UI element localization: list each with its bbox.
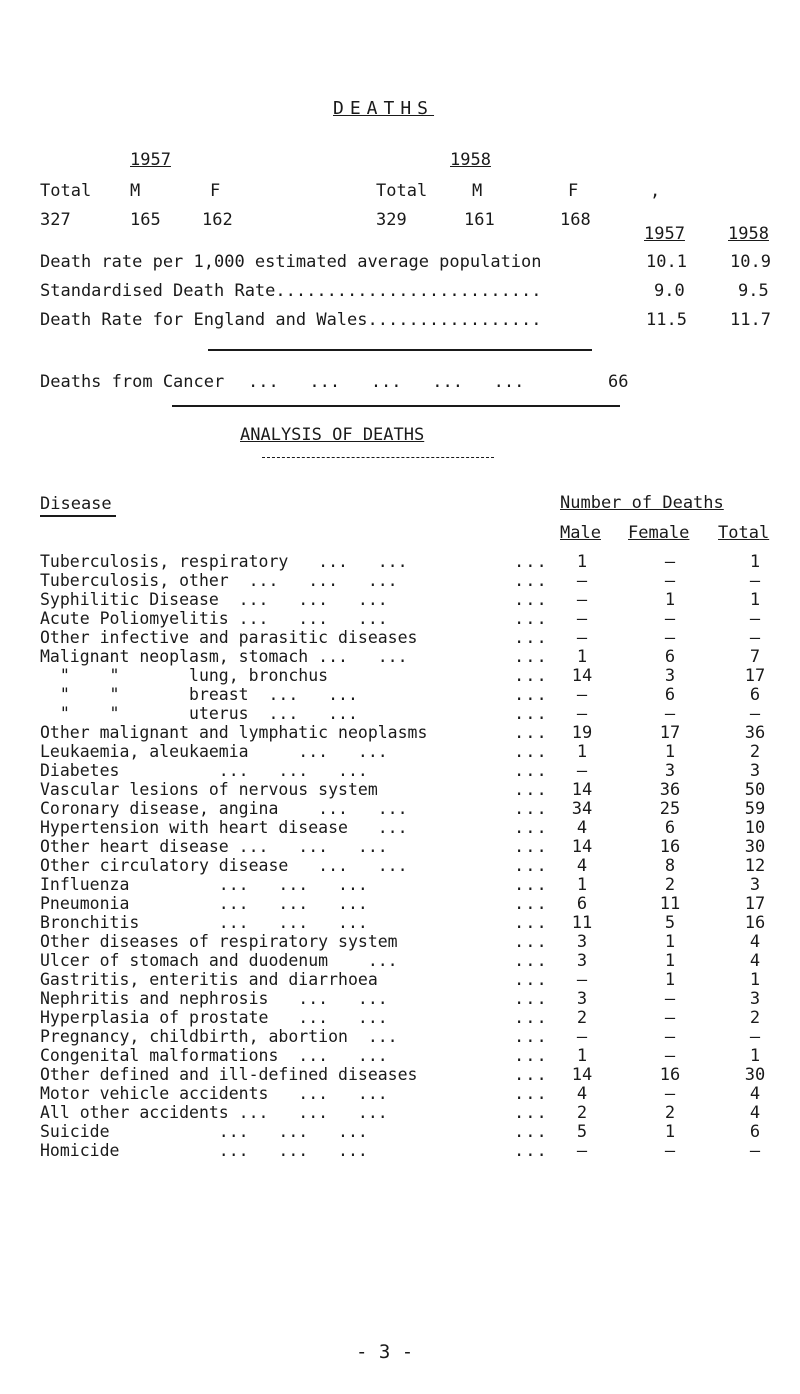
female-cell: 1 [664, 742, 676, 762]
table-row [0, 649, 800, 667]
leader-dots: ... [514, 780, 548, 800]
total-cell: 6 [749, 1122, 761, 1142]
rates-col-1957: 1957 [644, 224, 685, 244]
table-row [0, 1067, 800, 1085]
f-1958-value: 168 [560, 210, 591, 230]
f-1957-header: F [210, 181, 221, 201]
female-cell: – [664, 1084, 676, 1104]
total-cell: 3 [749, 875, 761, 895]
male-cell: 2 [576, 1103, 588, 1123]
leader-dots: ... [514, 761, 548, 781]
disease-cell: Tuberculosis, other ... ... ... [40, 571, 398, 590]
female-cell: – [664, 1027, 676, 1047]
table-row [0, 915, 800, 933]
leader-dots: ... [514, 647, 548, 667]
m-1958-value: 161 [464, 210, 495, 230]
disease-cell: Hyperplasia of prostate ... ... [40, 1008, 388, 1027]
table-row [0, 953, 800, 971]
disease-cell: Pregnancy, childbirth, abortion ... [40, 1027, 398, 1046]
disease-cell: Homicide ... ... ... [40, 1141, 368, 1160]
male-cell: – [576, 1141, 588, 1161]
leader-dots: ... [514, 1084, 548, 1104]
male-cell: 1 [576, 742, 588, 762]
disease-cell: Other heart disease ... ... ... [40, 837, 388, 856]
female-cell: 1 [664, 970, 676, 990]
leader-dots: ... [514, 1065, 548, 1085]
female-cell: – [664, 1046, 676, 1066]
disease-cell: Pneumonia ... ... ... [40, 894, 368, 913]
male-cell: – [576, 628, 588, 648]
total-cell: – [749, 1027, 761, 1047]
disease-cell: " " uterus ... ... [40, 704, 358, 723]
leader-dots: ... [514, 571, 548, 591]
table-row [0, 1143, 800, 1161]
disease-cell: Ulcer of stomach and duodenum ... [40, 951, 398, 970]
total-cell: 1 [749, 1046, 761, 1066]
disease-cell: Influenza ... ... ... [40, 875, 368, 894]
female-cell: 6 [664, 647, 676, 667]
table-row [0, 1010, 800, 1028]
female-cell: 36 [659, 780, 681, 800]
total-cell: 2 [749, 742, 761, 762]
table-row [0, 896, 800, 914]
total-cell: – [749, 628, 761, 648]
f-1957-value: 162 [202, 210, 233, 230]
male-cell: – [576, 1027, 588, 1047]
total-header: Total [718, 523, 770, 543]
total-cell: 3 [749, 761, 761, 781]
rate-row-label: Death rate per 1,000 estimated average population [40, 252, 542, 272]
table-row [0, 858, 800, 876]
male-cell: 34 [571, 799, 593, 819]
total-1957-value: 327 [40, 210, 71, 230]
table-row [0, 934, 800, 952]
rate-row-1958: 11.7 [730, 310, 771, 330]
total-cell: 50 [744, 780, 766, 800]
rate-row-label: Standardised Death Rate.......................... [40, 281, 542, 301]
total-cell: 1 [749, 590, 761, 610]
leader-dots: ... [514, 989, 548, 1009]
male-cell: – [576, 761, 588, 781]
table-row [0, 782, 800, 800]
male-cell: 14 [571, 837, 593, 857]
male-header: Male [560, 523, 601, 543]
disease-cell: " " lung, bronchus [40, 666, 329, 685]
leader-dots: ... [514, 837, 548, 857]
f-1958-header: F [568, 181, 579, 201]
total-cell: – [749, 571, 761, 591]
leader-dots: ... [514, 628, 548, 648]
divider-rule [172, 405, 620, 407]
disease-cell: All other accidents ... ... ... [40, 1103, 388, 1122]
total-1958-value: 329 [376, 210, 407, 230]
male-cell: 3 [576, 932, 588, 952]
table-row [0, 1048, 800, 1066]
total-cell: 4 [749, 932, 761, 952]
male-cell: 2 [576, 1008, 588, 1028]
female-cell: – [664, 1008, 676, 1028]
leader-dots: ... [514, 552, 548, 572]
female-cell: 16 [659, 1065, 681, 1085]
leader-dots: ... [514, 704, 548, 724]
male-cell: 1 [576, 1046, 588, 1066]
total-cell: – [749, 609, 761, 629]
cancer-value: 66 [608, 372, 629, 392]
leader-dots: ... [514, 685, 548, 705]
female-cell: – [664, 704, 676, 724]
leader-dots: ... [514, 1122, 548, 1142]
disease-cell: Hypertension with heart disease ... [40, 818, 408, 837]
female-header: Female [628, 523, 690, 543]
female-cell: – [664, 571, 676, 591]
female-cell: 3 [664, 761, 676, 781]
total-cell: – [749, 1141, 761, 1161]
rate-row-1958: 10.9 [730, 252, 771, 272]
disease-cell: " " breast ... ... [40, 685, 358, 704]
total-cell: 30 [744, 1065, 766, 1085]
male-cell: 5 [576, 1122, 588, 1142]
disease-header-underline [40, 515, 116, 517]
male-cell: 1 [576, 552, 588, 572]
male-cell: 4 [576, 1084, 588, 1104]
male-cell: 6 [576, 894, 588, 914]
table-row [0, 573, 800, 591]
female-cell: 25 [659, 799, 681, 819]
leader-dots: ... [514, 856, 548, 876]
female-cell: 1 [664, 590, 676, 610]
total-1958-header: Total [376, 181, 428, 201]
disease-cell: Nephritis and nephrosis ... ... [40, 989, 388, 1008]
table-row [0, 592, 800, 610]
table-row [0, 972, 800, 990]
disease-cell: Other infective and parasitic diseases [40, 628, 418, 647]
table-row [0, 687, 800, 705]
leader-dots: ... [514, 742, 548, 762]
female-cell: 2 [664, 875, 676, 895]
female-cell: 6 [664, 685, 676, 705]
total-cell: 36 [744, 723, 766, 743]
leader-dots: ... [514, 609, 548, 629]
male-cell: 19 [571, 723, 593, 743]
male-cell: 14 [571, 780, 593, 800]
leader-dots: ... [514, 723, 548, 743]
female-cell: – [664, 989, 676, 1009]
table-row [0, 1029, 800, 1047]
male-cell: – [576, 970, 588, 990]
female-cell: 3 [664, 666, 676, 686]
male-cell: 11 [571, 913, 593, 933]
disease-cell: Other diseases of respiratory system [40, 932, 398, 951]
total-cell: 30 [744, 837, 766, 857]
leader-dots: ... [514, 590, 548, 610]
table-row [0, 839, 800, 857]
analysis-title-dashes [262, 457, 494, 458]
disease-cell: Congenital malformations ... ... [40, 1046, 388, 1065]
disease-cell: Tuberculosis, respiratory ... ... [40, 552, 408, 571]
female-cell: 16 [659, 837, 681, 857]
male-cell: 14 [571, 1065, 593, 1085]
disease-cell: Diabetes ... ... ... [40, 761, 368, 780]
leader-dots: ... [514, 951, 548, 971]
table-row [0, 991, 800, 1009]
table-row [0, 877, 800, 895]
year-1957-label: 1957 [130, 150, 171, 170]
total-cell: 16 [744, 913, 766, 933]
disease-cell: Syphilitic Disease ... ... ... [40, 590, 388, 609]
total-cell: 10 [744, 818, 766, 838]
female-cell: 8 [664, 856, 676, 876]
total-cell: 4 [749, 1084, 761, 1104]
leader-dots: ... [514, 1141, 548, 1161]
leader-dots: ... [514, 818, 548, 838]
number-of-deaths-header: Number of Deaths [560, 493, 724, 513]
disease-cell: Malignant neoplasm, stomach ... ... [40, 647, 408, 666]
female-cell: 1 [664, 932, 676, 952]
disease-cell: Bronchitis ... ... ... [40, 913, 368, 932]
table-row [0, 763, 800, 781]
disease-cell: Suicide ... ... ... [40, 1122, 368, 1141]
male-cell: 4 [576, 856, 588, 876]
disease-cell: Coronary disease, angina ... ... [40, 799, 408, 818]
total-cell: 1 [749, 552, 761, 572]
total-cell: 2 [749, 1008, 761, 1028]
total-cell: 7 [749, 647, 761, 667]
disease-cell: Gastritis, enteritis and diarrhoea [40, 970, 378, 989]
rates-col-1958: 1958 [728, 224, 769, 244]
disease-cell: Leukaemia, aleukaemia ... ... [40, 742, 388, 761]
cancer-label: Deaths from Cancer [40, 372, 225, 392]
table-row [0, 1105, 800, 1123]
disease-cell: Vascular lesions of nervous system [40, 780, 378, 799]
table-row [0, 820, 800, 838]
disease-cell: Other defined and ill-defined diseases [40, 1065, 418, 1084]
m-1957-header: M [130, 181, 141, 201]
rate-row-1958: 9.5 [738, 281, 769, 301]
total-cell: 4 [749, 951, 761, 971]
male-cell: – [576, 704, 588, 724]
female-cell: 1 [664, 1122, 676, 1142]
year-1958-label: 1958 [450, 150, 491, 170]
cancer-dots: ... ... ... ... ... [248, 372, 525, 392]
rate-row-1957: 9.0 [654, 281, 685, 301]
leader-dots: ... [514, 1027, 548, 1047]
total-cell: 12 [744, 856, 766, 876]
total-cell: 3 [749, 989, 761, 1009]
rate-row-1957: 10.1 [646, 252, 687, 272]
male-cell: 3 [576, 989, 588, 1009]
leader-dots: ... [514, 894, 548, 914]
female-cell: – [664, 609, 676, 629]
total-cell: 17 [744, 894, 766, 914]
female-cell: 2 [664, 1103, 676, 1123]
male-cell: 1 [576, 875, 588, 895]
male-cell: 3 [576, 951, 588, 971]
disease-header: Disease [40, 494, 112, 514]
leader-dots: ... [514, 1046, 548, 1066]
total-cell: 6 [749, 685, 761, 705]
table-row [0, 1086, 800, 1104]
m-1957-value: 165 [130, 210, 161, 230]
table-row [0, 1124, 800, 1142]
analysis-title: ANALYSIS OF DEATHS [240, 425, 425, 445]
female-cell: 17 [659, 723, 681, 743]
leader-dots: ... [514, 1008, 548, 1028]
female-cell: 1 [664, 951, 676, 971]
total-cell: 17 [744, 666, 766, 686]
disease-cell: Other malignant and lymphatic neoplasms [40, 723, 428, 742]
stray-mark: , [650, 181, 661, 201]
leader-dots: ... [514, 932, 548, 952]
female-cell: – [664, 552, 676, 572]
disease-cell: Acute Poliomyelitis ... ... ... [40, 609, 388, 628]
female-cell: 5 [664, 913, 676, 933]
male-cell: – [576, 685, 588, 705]
rate-row-label: Death Rate for England and Wales................. [40, 310, 542, 330]
male-cell: – [576, 590, 588, 610]
male-cell: 14 [571, 666, 593, 686]
table-row [0, 554, 800, 572]
table-row [0, 668, 800, 686]
total-cell: 4 [749, 1103, 761, 1123]
divider-rule [208, 349, 592, 351]
table-row [0, 706, 800, 724]
leader-dots: ... [514, 970, 548, 990]
total-1957-header: Total [40, 181, 92, 201]
disease-cell: Other circulatory disease ... ... [40, 856, 408, 875]
female-cell: – [664, 1141, 676, 1161]
page-number: - 3 - [356, 1341, 414, 1363]
leader-dots: ... [514, 913, 548, 933]
leader-dots: ... [514, 666, 548, 686]
total-cell: 1 [749, 970, 761, 990]
disease-cell: Motor vehicle accidents ... ... [40, 1084, 388, 1103]
female-cell: – [664, 628, 676, 648]
male-cell: 4 [576, 818, 588, 838]
leader-dots: ... [514, 875, 548, 895]
table-row [0, 801, 800, 819]
female-cell: 11 [659, 894, 681, 914]
male-cell: – [576, 571, 588, 591]
m-1958-header: M [472, 181, 483, 201]
male-cell: 1 [576, 647, 588, 667]
table-row [0, 611, 800, 629]
table-row [0, 744, 800, 762]
leader-dots: ... [514, 799, 548, 819]
leader-dots: ... [514, 1103, 548, 1123]
table-row [0, 630, 800, 648]
total-cell: – [749, 704, 761, 724]
rate-row-1957: 11.5 [646, 310, 687, 330]
male-cell: – [576, 609, 588, 629]
total-cell: 59 [744, 799, 766, 819]
table-row [0, 725, 800, 743]
page-heading: DEATHS [333, 98, 435, 119]
female-cell: 6 [664, 818, 676, 838]
